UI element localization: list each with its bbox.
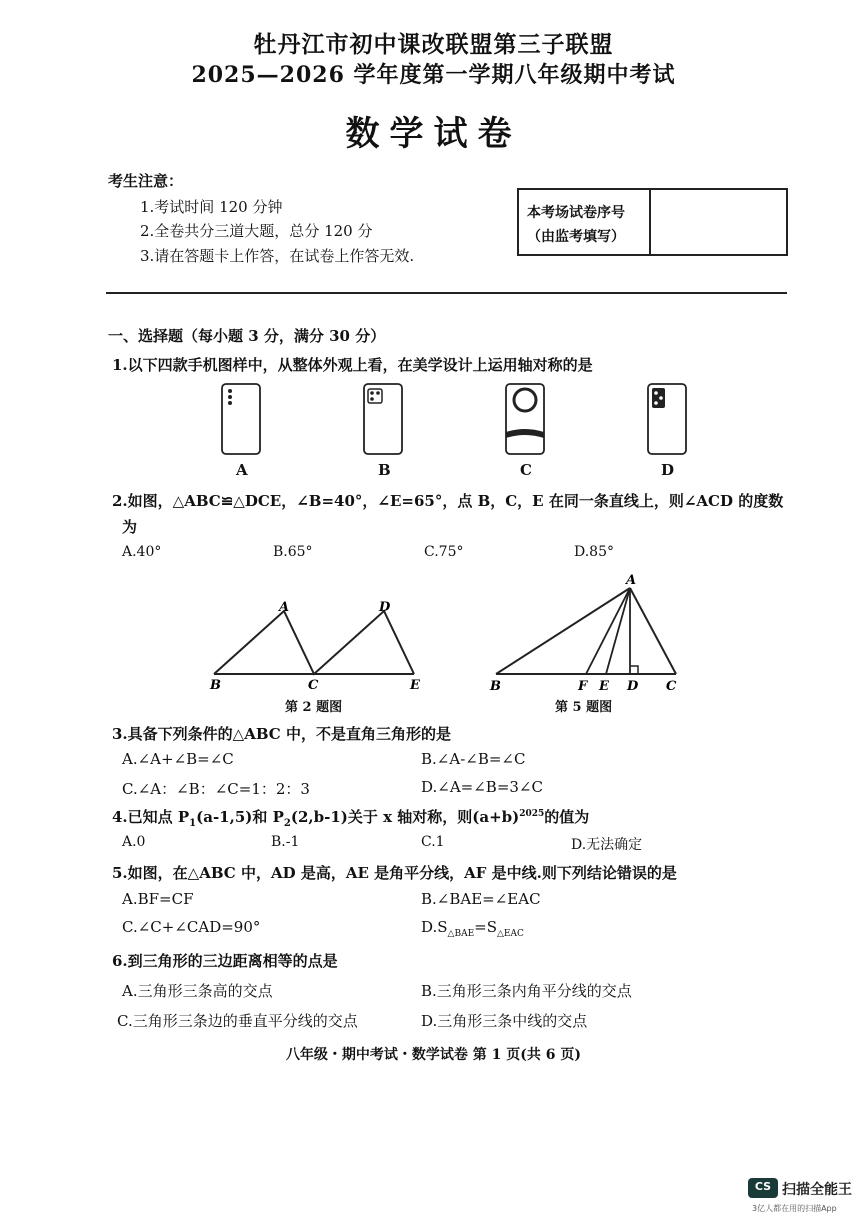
fig5-label-f: F (578, 679, 588, 694)
section-heading: 一、选择题（每小题 3 分，满分 30 分） (108, 327, 386, 345)
q2-option: C.75° (424, 544, 464, 560)
fig2-label-e: E (410, 678, 420, 693)
figure-2-caption: 第 2 题图 (285, 700, 343, 715)
notice-heading: 考生注意： (108, 172, 184, 190)
q2-option: A.40° (122, 544, 162, 560)
phone-option-label: B (378, 461, 391, 479)
q4-p1-subscript: 1 (189, 818, 197, 829)
q5-option-d-sub: △BAE (447, 929, 475, 939)
phone-option-label: D (661, 461, 675, 479)
phone-c-icon (506, 384, 544, 454)
scanner-app-name: 扫描全能王 (782, 1182, 852, 1198)
page-footer: 八年级・期中考试・数学试卷 第 1 页(共 6 页) (285, 1047, 582, 1063)
q5-option-d-sub: △EAC (497, 929, 524, 939)
serial-label: 本考场试卷序号 (527, 205, 625, 221)
page-title: 数学试卷 (345, 114, 522, 154)
q2-option: D.85° (574, 544, 614, 560)
phone-figures (200, 380, 700, 460)
notice-item: 3.请在答题卡上作答，在试卷上作答无效. (140, 247, 415, 265)
q4-option: B.-1 (271, 834, 300, 850)
q4-stem-part: 4.已知点 P (112, 808, 190, 826)
q6-option: D.三角形三条中线的交点 (421, 1012, 588, 1030)
q3-option: D.∠A=∠B=3∠C (421, 778, 543, 796)
fig5-label-c: C (666, 679, 677, 694)
q5-option: B.∠BAE=∠EAC (421, 890, 541, 908)
serial-number-box (517, 188, 788, 256)
q4-stem-part: 的值为 (544, 808, 590, 826)
figure-5-diagram (480, 570, 700, 695)
q3-option: A.∠A+∠B=∠C (122, 750, 234, 768)
fig2-label-c: C (308, 678, 319, 693)
q4-option: C.1 (421, 834, 445, 850)
phone-d-icon (648, 384, 686, 454)
phone-option-label: A (236, 461, 248, 479)
q4-p2-subscript: 2 (283, 818, 291, 829)
q4-exponent: 2025 (519, 809, 545, 819)
exam-term-title: 2025—2026 学年度第一学期八年级期中考试 (191, 62, 676, 88)
q5-option-d-part: =S (474, 918, 498, 936)
question-5-stem: 5.如图，在△ABC 中，AD 是高，AE 是角平分线，AF 是中线.则下列结论错误的是 (112, 864, 677, 882)
question-2-stem-cont: 为 (122, 518, 138, 536)
scanner-tagline: 3亿人都在用的扫描App (752, 1204, 837, 1213)
q3-option: B.∠A-∠B=∠C (421, 750, 526, 768)
fig5-label-e: E (599, 679, 609, 694)
q4-stem-part: (2,b-1)关于 x 轴对称，则(a+b) (290, 808, 520, 826)
serial-label-note: （由监考填写） (527, 229, 625, 245)
fig5-label-a: A (626, 573, 637, 588)
q3-option: C.∠A：∠B：∠C=1：2：3 (122, 780, 310, 798)
q2-option: B.65° (273, 544, 313, 560)
q5-option-d (421, 918, 524, 939)
q5-option: A.BF=CF (122, 890, 194, 908)
exam-org-title: 牡丹江市初中课改联盟第三子联盟 (253, 31, 614, 58)
fig2-label-a: A (279, 600, 290, 615)
figure-5-caption: 第 5 题图 (555, 700, 613, 715)
question-2-stem: 2.如图，△ABC≌△DCE，∠B=40°，∠E=65°，点 B，C，E 在同一条直线上，则∠ACD 的度数 (112, 492, 784, 510)
q5-option: C.∠C+∠CAD=90° (122, 918, 261, 936)
notice-item: 2.全卷共分三道大题，总分 120 分 (140, 222, 373, 240)
fig2-label-b: B (210, 678, 221, 693)
q5-option-d-part: D.S (421, 918, 448, 936)
phone-option-label: C (520, 461, 532, 479)
q4-option: D.无法确定 (571, 837, 643, 853)
fig5-label-b: B (490, 679, 501, 694)
fig5-label-d: D (627, 679, 639, 694)
fig2-label-d: D (379, 600, 391, 615)
cs-logo-icon (748, 1178, 778, 1198)
q6-option: C.三角形三条边的垂直平分线的交点 (117, 1012, 358, 1030)
question-1-stem: 1.以下四款手机图样中，从整体外观上看，在美学设计上运用轴对称的是 (112, 356, 593, 374)
header-divider (106, 292, 787, 294)
box-divider (649, 190, 651, 254)
q6-option: B.三角形三条内角平分线的交点 (421, 982, 632, 1000)
phone-b-icon (364, 384, 402, 454)
question-3-stem: 3.具备下列条件的△ABC 中，不是直角三角形的是 (112, 725, 451, 743)
question-6-stem: 6.到三角形的三边距离相等的点是 (112, 952, 338, 970)
question-4-stem (112, 806, 589, 829)
notice-item: 1.考试时间 120 分钟 (140, 198, 283, 216)
phone-a-icon (222, 384, 260, 454)
q6-option: A.三角形三条高的交点 (122, 982, 273, 1000)
q4-option: A.0 (122, 834, 146, 850)
figure-2-diagram (200, 592, 440, 712)
cs-logo-text: CS (754, 1180, 772, 1193)
q4-stem-part: (a-1,5)和 P (196, 808, 284, 826)
